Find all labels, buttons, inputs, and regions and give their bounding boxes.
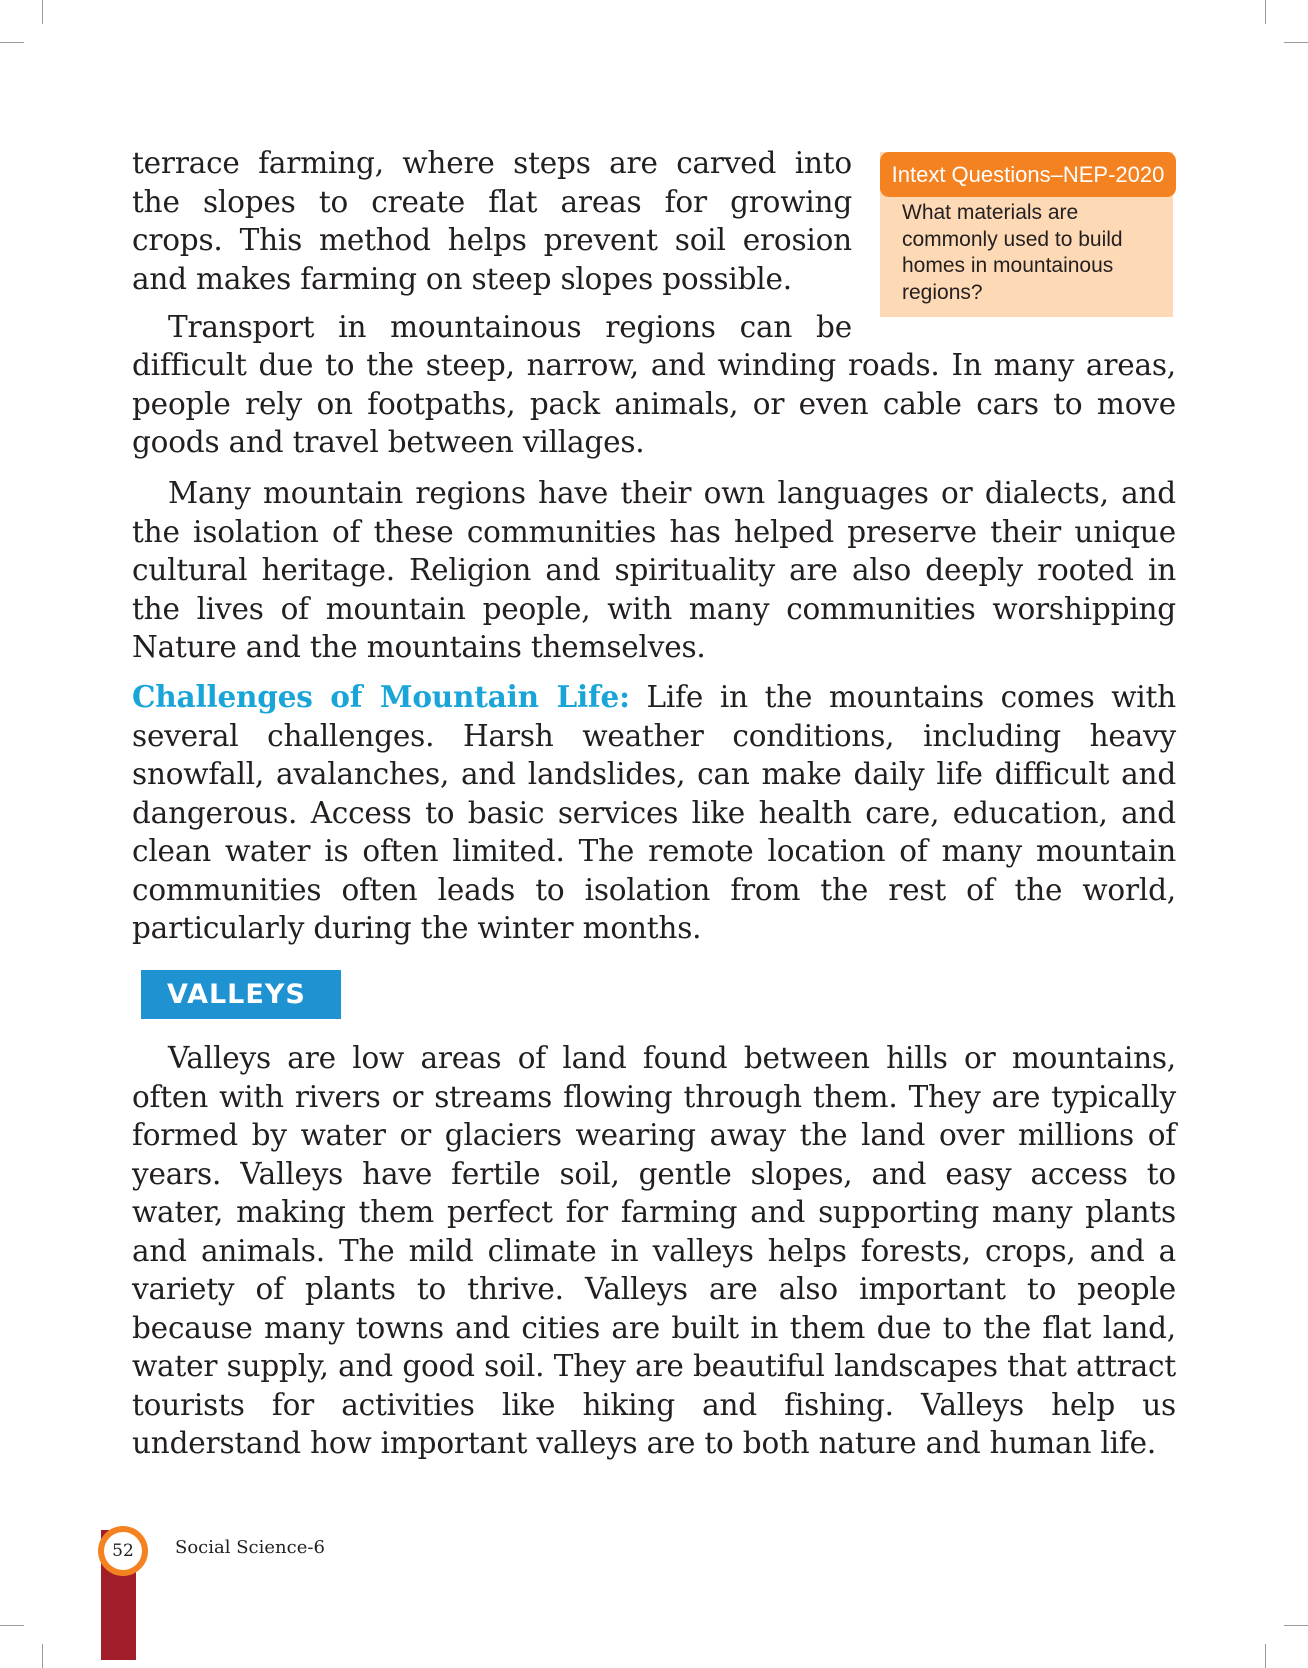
paragraph-terrace-farming: terrace farming, where steps are carved into the slopes to create flat areas for growing crops. This method helps prevent soil erosion and makes farming on steep slopes possible. [132, 146, 852, 296]
crop-mark [42, 0, 43, 24]
paragraph-transport: difficult due to the steep, narrow, and winding roads. In many areas, people rely on footpaths, pack animals, or even cable cars to move goods and travel between villages. [132, 348, 1176, 459]
book-title: Social Science-6 [175, 1537, 325, 1558]
crop-mark [0, 1625, 24, 1626]
crop-mark [0, 42, 24, 43]
paragraph-challenges [132, 678, 1176, 948]
challenges-heading: Challenges of Mountain Life: [132, 679, 630, 714]
crop-mark [1284, 1625, 1308, 1626]
crop-mark [1265, 1644, 1266, 1668]
crop-mark [42, 1644, 43, 1668]
intext-question-text: What materials are commonly used to build homes in mountainous regions? [902, 201, 1123, 304]
section-heading-valleys: VALLEYS [167, 979, 306, 1010]
paragraph-valleys: Valleys are low areas of land found between hills or mountains, often with rivers or streams flowing through them. They are typically formed by water or glaciers wearing away the land over millions of years. Valleys have fertile soil, gentle slopes, and easy access to water, making them perfect for farming and supporting many plants and animals. The mild climate in valleys helps forests, crops, and a variety of plants to thrive. Valleys are also important to people because many towns and cities are built in them due to the flat land, water supply, and good soil. They are beautiful landscapes that attract tourists for activities like hiking and fishing. Valleys help us understand how important valleys are to both nature and human life. [132, 1041, 1176, 1460]
intext-question-title: Intext Questions–NEP-2020 [880, 152, 1176, 197]
challenges-text: Life in the mountains comes with several challenges. Harsh weather conditions, including heavy snowfall, avalanches, and landslides, can make daily life difficult and dangerous. Access to basic services like health care, education, and clean water is often limited. The remote location of many mountain communities often leads to isolation from the rest of the world, particularly during the winter months. [132, 680, 1176, 945]
crop-mark [1284, 42, 1308, 43]
paragraph-languages: Many mountain regions have their own languages or dialects, and the isolation of these communities has helped preserve their unique cultural heritage. Religion and spirituality are also deeply rooted in the lives of mountain people, with many communities worshipping Nature and the mountains themselves. [132, 476, 1176, 664]
page-number: 52 [104, 1532, 142, 1570]
crop-mark [1265, 0, 1266, 24]
paragraph-transport-first-line: Transport in mountainous regions can be [168, 310, 852, 344]
